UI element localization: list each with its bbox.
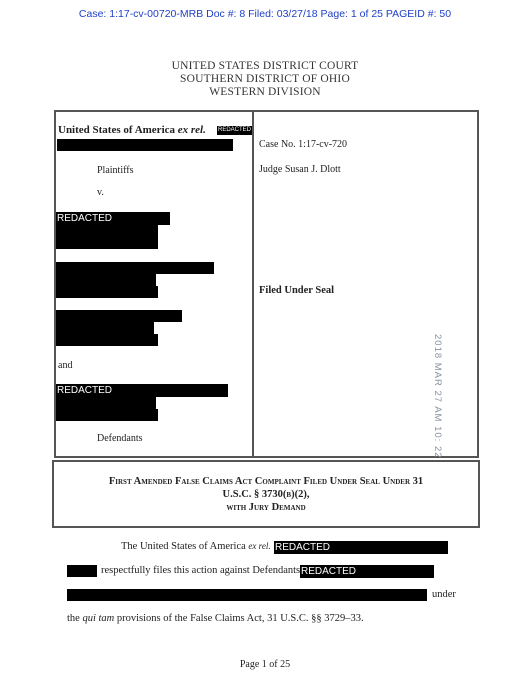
stamp-text: 2018 MAR 27 AM 10: 22 — [432, 334, 443, 459]
redaction-bar — [56, 397, 156, 409]
body-line-4 — [67, 613, 364, 624]
body-text: the — [67, 613, 83, 624]
redaction-bar — [56, 274, 156, 286]
redaction-bar — [56, 237, 158, 249]
court-line-3: WESTERN DIVISION — [209, 86, 321, 98]
body-text: The United States of America — [121, 541, 249, 552]
and-label: and — [58, 360, 73, 371]
court-line-1: UNITED STATES DISTRICT COURT — [171, 60, 359, 72]
versus-label: v. — [97, 187, 104, 198]
court-line-2: SOUTHERN DISTRICT OF OHIO — [180, 73, 350, 85]
title-line-2: U.S.C. § 3730(b)(2), — [222, 489, 310, 500]
redacted-defendant-2: REDACTED — [56, 384, 228, 397]
complaint-title-box — [52, 460, 480, 528]
title-line-3: with Jury Demand — [226, 502, 306, 513]
redacted-small: REDACTED — [218, 127, 252, 133]
judge-name: Judge Susan J. Dlott — [259, 164, 341, 175]
plaintiff-name — [58, 124, 206, 136]
redacted-defendant-1: REDACTED — [56, 212, 170, 225]
caption-divider — [252, 112, 254, 456]
plaintiff-prefix: United States of America — [58, 124, 178, 136]
body-qui-tam: qui tam — [82, 613, 115, 624]
redaction-bar — [56, 262, 214, 274]
body-text: provisions of the False Claims Act, 31 U.S.C. §§ 3729–33. — [114, 613, 364, 624]
defendants-label: Defendants — [97, 433, 143, 444]
body-line-3-end: under — [432, 589, 456, 600]
body-line-1 — [121, 541, 271, 552]
redaction-bar — [67, 589, 427, 601]
title-line-1: First Amended False Claims Act Complaint Filed Under Seal Under 31 — [108, 476, 424, 487]
redaction-bar — [56, 310, 182, 322]
redaction-bar — [67, 565, 97, 577]
redaction-bar — [56, 286, 158, 298]
body-ex-rel: ex rel. — [248, 541, 271, 551]
redaction-bar — [56, 334, 158, 346]
redaction-bar — [56, 225, 158, 237]
plaintiff-ex-rel: ex rel. — [177, 124, 206, 136]
redacted-defendants: REDACTED — [300, 565, 434, 578]
redacted-relator: REDACTED — [274, 541, 448, 554]
page-number: Page 1 of 25 — [239, 659, 291, 670]
redaction-bar — [56, 409, 158, 421]
redaction-bar — [57, 139, 233, 151]
plaintiffs-label: Plaintiffs — [97, 165, 134, 176]
body-line-2: respectfully files this action against Defendants — [101, 565, 301, 576]
court-heading — [0, 60, 530, 99]
redaction-bar — [56, 322, 154, 334]
case-number: Case No. 1:17-cv-720 — [259, 139, 348, 150]
filed-under-seal: Filed Under Seal — [259, 285, 335, 296]
ecf-header: Case: 1:17-cv-00720-MRB Doc #: 8 Filed: 03/27/18 Page: 1 of 25 PAGEID #: 50 — [78, 8, 452, 20]
clerk-filing-stamp — [395, 330, 485, 459]
